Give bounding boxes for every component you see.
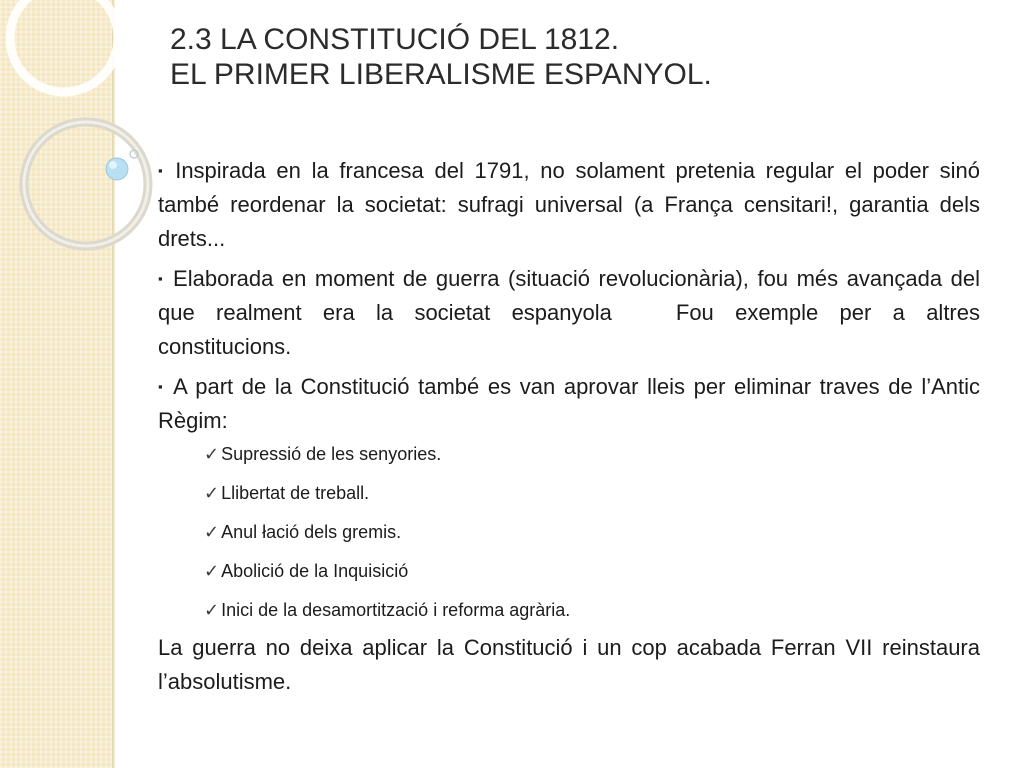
square-bullet-icon: ▪ (158, 271, 166, 286)
checklist-item (204, 444, 980, 464)
bullet-text-2: Elaborada en moment de guerra (situació revolucionària), fou més avançada del que realment era la societat espanyola (158, 266, 981, 325)
checklist-item-label: Anul łació dels gremis. (221, 522, 402, 542)
bullet-paragraph-3 (158, 370, 980, 438)
checklist-item (204, 483, 980, 503)
title-line-2: EL PRIMER LIBERALISME ESPANYOL. (170, 58, 712, 91)
bullet-paragraph-1 (158, 154, 980, 256)
checkmark-icon: ✓ (204, 444, 220, 464)
checkmark-icon: ✓ (204, 561, 220, 581)
side-panel-edge (112, 0, 115, 768)
bullet-paragraph-2 (158, 262, 980, 364)
title-line-1: 2.3 LA CONSTITUCIÓ DEL 1812. (170, 23, 620, 56)
checklist-item-label: Inici de la desamortització i reforma agrària. (221, 600, 571, 620)
square-bullet-icon: ▪ (158, 163, 168, 178)
checklist (158, 444, 980, 620)
checklist-item (204, 600, 980, 620)
checklist-item-label: Abolició de la Inquisició (221, 561, 409, 581)
checklist-item (204, 561, 980, 581)
checkmark-icon: ✓ (204, 522, 220, 542)
small-circle-ring (130, 150, 138, 158)
checkmark-icon: ✓ (204, 600, 220, 620)
checklist-item-label: Supressió de les senyories. (221, 444, 442, 464)
slide-title (170, 22, 970, 92)
checklist-item-label: Llibertat de treball. (221, 483, 370, 503)
bullet-text-3: A part de la Constitució també es van aprovar lleis per eliminar traves de l’Antic Règim: (158, 374, 981, 433)
side-panel (0, 0, 112, 768)
bullet-text-2b: Fou exemple per a altres constitucions. (158, 300, 980, 359)
checkmark-icon: ✓ (204, 483, 220, 503)
closing-paragraph: La guerra no deixa aplicar la Constitució i un cop acabada Ferran VII reinstaura l’absolutisme. (158, 635, 980, 694)
checklist-item (204, 522, 980, 542)
slide-content (158, 154, 980, 705)
square-bullet-icon: ▪ (158, 379, 166, 394)
bullet-text-1: Inspirada en la francesa del 1791, no solament pretenia regular el poder sinó també reordenar la societat: sufragi universal (a França censitari!, garantia dels drets... (158, 158, 980, 251)
